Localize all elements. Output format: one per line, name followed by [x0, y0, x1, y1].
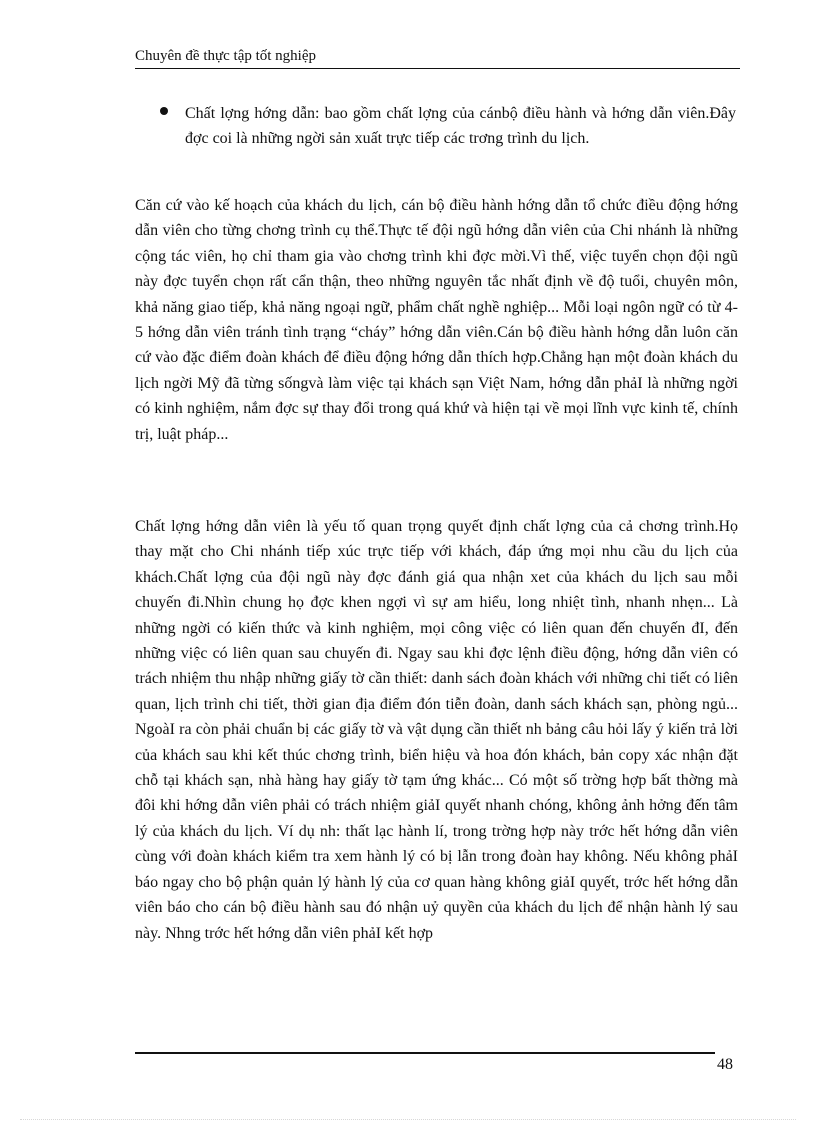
footer-divider [135, 1052, 715, 1054]
bullet-text: Chất lợng hớng dẫn: bao gồm chất lợng của cánbộ điều hành và hớng dẫn viên.Đây đợc coi là những ngời sản xuất trực tiếp các trơng trình du lịch. [185, 105, 736, 147]
body-paragraph-2: Chất lợng hớng dẫn viên là yếu tố quan trọng quyết định chất lợng của cả chơng trình.Họ thay mặt cho Chi nhánh tiếp xúc trực tiếp với khách, đáp ứng mọi nhu cầu du lịch của khách.Chất lợng của đội ngũ này đợc đánh giá qua nhận xet của khách du lịch sau mỗi chuyến đi.Nhìn chung họ đợc khen ngợi vì sự am hiểu, long nhiệt tình, nhanh nhẹn... Là những ngời có kiến thức và kinh nghiệm, mọi công việc có liên quan đến chuyến đI, đến những việc có liên quan sau chuyến đi. Ngay sau khi đợc lệnh điều động, hớng dẫn viên có trách nhiệm thu nhập những giấy tờ cần thiết: danh sách đoàn khách với những chi tiết có liên quan, lịch trình chi tiết, thời gian địa điểm đón tiễn đoàn, danh sách khách sạn, phòng ngủ... NgoàI ra còn phải chuẩn bị các giấy tờ và vật dụng cần thiết nh bảng câu hỏi lấy ý kiến trả lời của khách sau khi kết thúc chơng trình, biển hiệu và hoa đón khách, bản copy xác nhận đặt chỗ tại khách sạn, nhà hàng hay giấy tờ tạm ứng khác... Có một số trờng hợp bất thờng mà đôi khi hớng dẫn viên phải có trách nhiệm giảI quyết nhanh chóng, không ảnh hởng đến tâm lý của khách du lịch. Ví dụ nh: thất lạc hành lí, trong trờng hợp này trớc hết hớng dẫn viên cùng với đoàn khách kiểm tra xem hành lý có bị lẫn trong đoàn hay không. Nếu không phảI báo ngay cho bộ phận quản lý hành lý của cơ quan hàng không giảI quyết, trớc hết hớng dẫn viên báo cho cán bộ điều hành sau đó nhận uỷ quyền của khách du lịch để nhận hành lý sau này. Nhng trớc hết hớng dẫn viên phảI kết hợp [135, 518, 738, 942]
body-paragraph-1: Căn cứ vào kế hoạch của khách du lịch, cán bộ điều hành hớng dẫn tổ chức điều động hớng dẫn viên cho từng chơng trình cụ thể.Thực tế đội ngũ hớng dẫn viên của Chi nhánh là những cộng tác viên, họ chỉ tham gia vào chơng trình khi đợc mời.Vì thế, việc tuyển chọn đội ngũ này đợc tuyển chọn rất cẩn thận, theo những nguyên tắc nhất định về độ tuổi, chuyên môn, khả năng giao tiếp, khả năng ngoại ngữ, phẩm chất nghề nghiệp... Mỗi loại ngôn ngữ có từ 4-5 hớng dẫn viên tránh tình trạng “cháy” hớng dẫn viên.Cán bộ điều hành hớng dẫn luôn căn cứ vào đặc điểm đoàn khách để điều động hớng dẫn thích hợp.Chẳng hạn một đoàn khách du lịch ngời Mỹ đã từng sốngvà làm việc tại khách sạn Việt Nam, hớng dẫn phảI là những ngời có kinh nghiệm, nắm đợc sự thay đổi trong quá khứ và hiện tại về mọi lĩnh vực kinh tế, chính trị, luật pháp... [135, 197, 738, 443]
page-header [135, 47, 740, 69]
page-number: 48 [717, 1056, 733, 1073]
page-bottom-edge [20, 1119, 796, 1120]
bullet-dot-icon [160, 107, 168, 115]
header-title: Chuyên đề thực tập tốt nghiệp [135, 48, 317, 64]
